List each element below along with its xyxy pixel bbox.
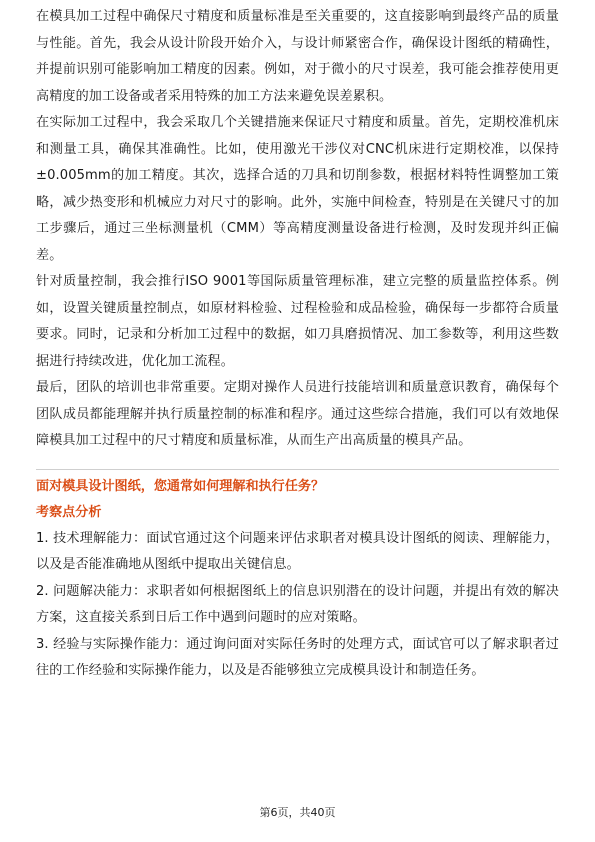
body-paragraph: 在实际加工过程中，我会采取几个关键措施来保证尺寸精度和质量。首先，定期校准机床和测量工具，确保其准确性。比如，使用激光干涉仪对CNC机床进行定期校准，以保持±0.005mm的加工精度。其次，选择合适的刀具和切削参数，根据材料特性调整加工策略，减少热变形和机械应力对尺寸的影响。此外，实施中间检查，特别是在关键尺寸的加工步骤后，通过三坐标测量机（CMM）等高精度测量设备进行检测，及时发现并纠正偏差。: [36, 115, 559, 263]
analysis-point: 3. 经验与实际操作能力：通过询问面对实际任务时的处理方式，面试官可以了解求职者过往的工作经验和实际操作能力，以及是否能够独立完成模具设计和制造任务。: [36, 636, 559, 678]
page-number: 第6页，共40页: [259, 806, 336, 819]
section-divider: [36, 469, 559, 470]
body-paragraph: 最后，团队的培训也非常重要。定期对操作人员进行技能培训和质量意识教育，确保每个团队成员都能理解并执行质量控制的标准和程序。通过这些综合措施，我们可以有效地保障模具加工过程中的尺寸精度和质量标准，从而生产出高质量的模具产品。: [36, 380, 559, 448]
analysis-heading: 考察点分析: [36, 504, 102, 520]
analysis-point: 1. 技术理解能力：面试官通过这个问题来评估求职者对模具设计图纸的阅读、理解能力，以及是否能准确地从图纸中提取出关键信息。: [36, 530, 559, 572]
body-paragraph: 针对质量控制，我会推行ISO 9001等国际质量管理标准，建立完整的质量监控体系。例如，设置关键质量控制点，如原材料检验、过程检验和成品检验，确保每一步都符合质量要求。同时，记录和分析加工过程中的数据，如刀具磨损情况、加工参数等，利用这些数据进行持续改进，优化加工流程。: [36, 274, 559, 369]
body-paragraph: 在模具加工过程中确保尺寸精度和质量标准是至关重要的，这直接影响到最终产品的质量与性能。首先，我会从设计阶段开始介入，与设计师紧密合作，确保设计图纸的精确性，并提前识别可能影响加工精度的因素。例如，对于微小的尺寸误差，我可能会推荐使用更高精度的加工设备或者采用特殊的加工方法来避免误差累积。: [36, 9, 559, 104]
question-heading: 面对模具设计图纸，您通常如何理解和执行任务？: [36, 478, 325, 494]
analysis-point: 2. 问题解决能力：求职者如何根据图纸上的信息识别潜在的设计问题，并提出有效的解决方案，这直接关系到日后工作中遇到问题时的应对策略。: [36, 583, 559, 625]
